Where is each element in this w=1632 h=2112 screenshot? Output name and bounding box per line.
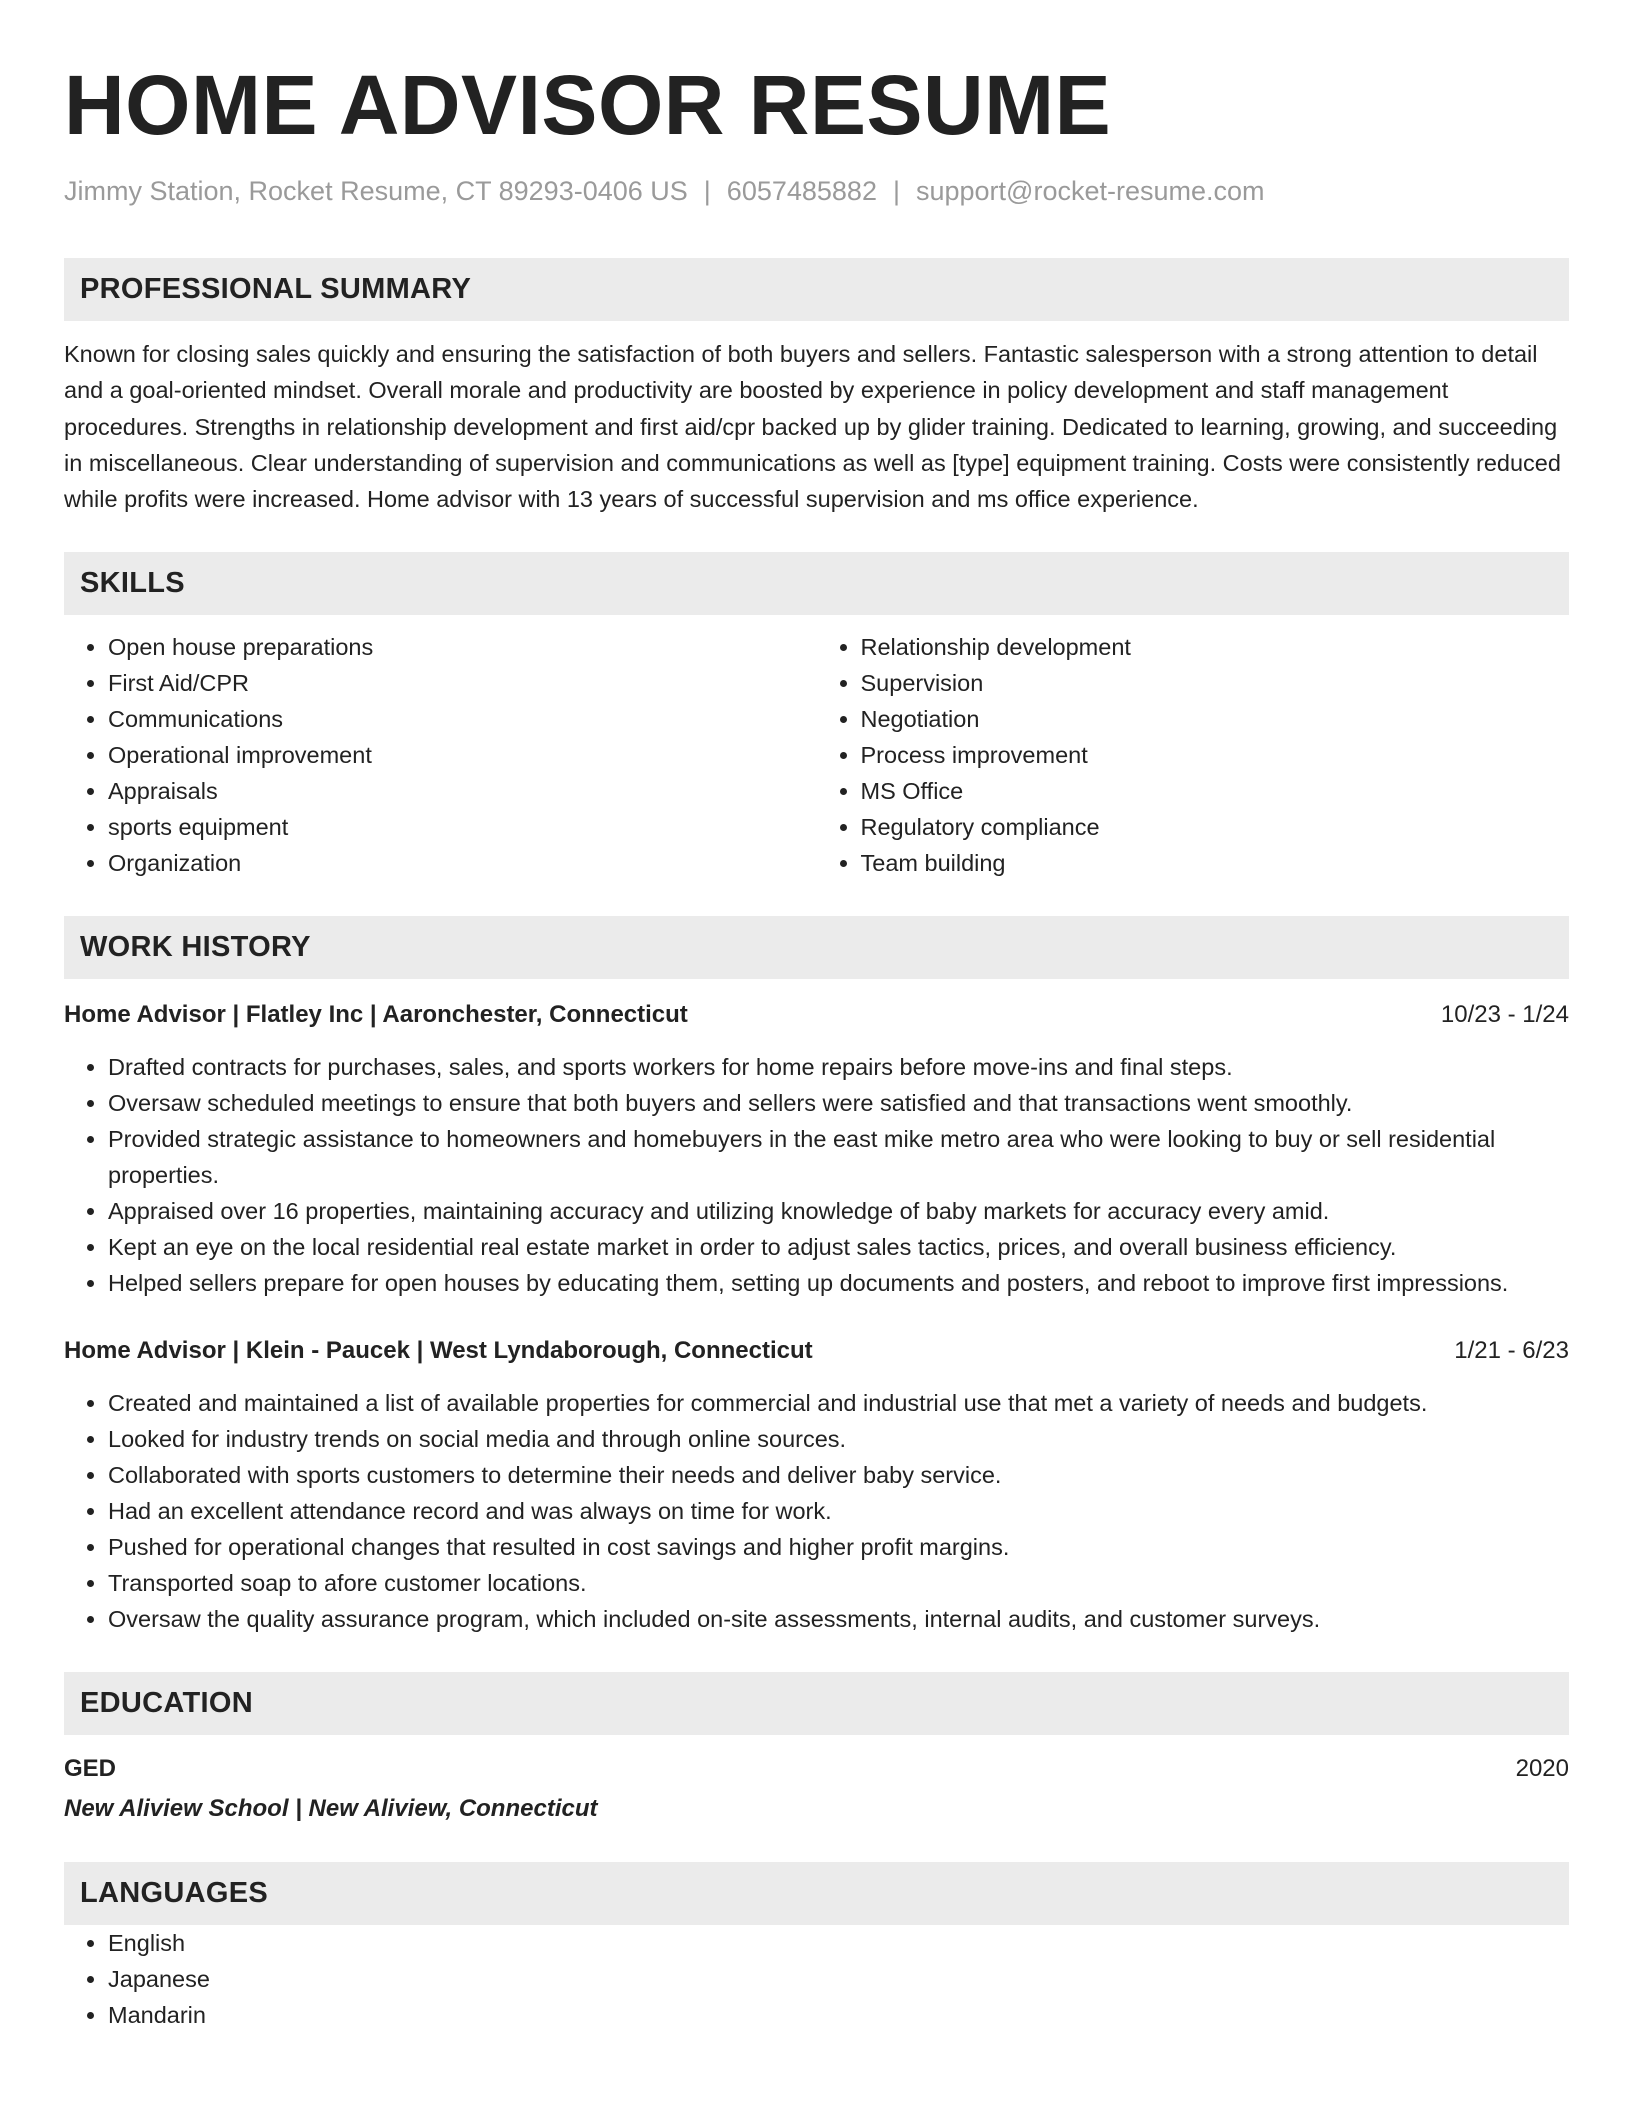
language-item: • English — [108, 1925, 1569, 1961]
job-bullet: • Provided strategic assistance to homeowners and homebuyers in the east mike metro area who were looking to buy or sell residential properties. — [108, 1121, 1569, 1193]
skills-column-left — [64, 629, 817, 881]
contact-separator: | — [703, 176, 711, 206]
language-item: • Mandarin — [108, 1997, 1569, 2033]
education-degree: GED — [64, 1755, 117, 1783]
contact-phone: 6057485882 — [726, 176, 877, 206]
job-bullet: • Looked for industry trends on social media and through online sources. — [108, 1421, 1569, 1457]
skill-item: • sports equipment — [108, 809, 817, 845]
contact-line — [64, 173, 1569, 209]
skill-item: • Communications — [108, 701, 817, 737]
skill-item: • Regulatory compliance — [861, 809, 1570, 845]
job-header — [64, 1333, 1569, 1369]
skill-item: • Process improvement — [861, 737, 1570, 773]
job-title: Home Advisor | Flatley Inc | Aaronchester, Connecticut — [64, 1001, 688, 1029]
section-header-languages: LANGUAGES — [64, 1862, 1569, 1925]
section-header-education: EDUCATION — [64, 1672, 1569, 1735]
skill-item: • Operational improvement — [108, 737, 817, 773]
job-bullet: • Drafted contracts for purchases, sales, and sports workers for home repairs before move-ins and final steps. — [108, 1049, 1569, 1085]
language-item: • Japanese — [108, 1961, 1569, 1997]
education-entry — [64, 1751, 1569, 1827]
job-title: Home Advisor | Klein - Paucek | West Lyndaborough, Connecticut — [64, 1337, 813, 1365]
skill-item: • Organization — [108, 845, 817, 881]
section-header-summary: PROFESSIONAL SUMMARY — [64, 258, 1569, 321]
section-header-skills: SKILLS — [64, 552, 1569, 615]
section-header-work: WORK HISTORY — [64, 916, 1569, 979]
contact-email: support@rocket-resume.com — [915, 176, 1265, 206]
job-bullet: • Kept an eye on the local residential real estate market in order to adjust sales tactics, prices, and overall business efficiency. — [108, 1229, 1569, 1265]
job-bullet: • Appraised over 16 properties, maintaining accuracy and utilizing knowledge of baby markets for accuracy every amid. — [108, 1193, 1569, 1229]
job-dates: 1/21 - 6/23 — [1454, 1337, 1569, 1365]
job-bullet: • Oversaw the quality assurance program, which included on-site assessments, internal audits, and customer surveys. — [108, 1601, 1569, 1637]
job-header — [64, 997, 1569, 1033]
skill-item: • First Aid/CPR — [108, 665, 817, 701]
contact-separator: | — [892, 176, 900, 206]
skills-grid — [64, 629, 1569, 881]
skills-column-right — [817, 629, 1570, 881]
job-bullet: • Transported soap to afore customer locations. — [108, 1565, 1569, 1601]
education-school: New Aliview School | New Aliview, Connecticut — [64, 1795, 598, 1823]
job-entry — [64, 1333, 1569, 1637]
job-bullet: • Helped sellers prepare for open houses by educating them, setting up documents and posters, and reboot to improve first impressions. — [108, 1265, 1569, 1301]
education-header — [64, 1751, 1569, 1787]
job-bullet: • Pushed for operational changes that resulted in cost savings and higher profit margins. — [108, 1529, 1569, 1565]
contact-address: Jimmy Station, Rocket Resume, CT 89293-0406 US — [64, 176, 688, 206]
skill-item: • Relationship development — [861, 629, 1570, 665]
skill-item: • Open house preparations — [108, 629, 817, 665]
job-bullet: • Had an excellent attendance record and was always on time for work. — [108, 1493, 1569, 1529]
education-year: 2020 — [1515, 1755, 1569, 1783]
skill-item: • Supervision — [861, 665, 1570, 701]
job-bullet: • Oversaw scheduled meetings to ensure that both buyers and sellers were satisfied and that transactions went smoothly. — [108, 1085, 1569, 1121]
skill-item: • Team building — [861, 845, 1570, 881]
resume-title: HOME ADVISOR RESUME — [64, 58, 1112, 152]
job-entry — [64, 997, 1569, 1301]
summary-text: Known for closing sales quickly and ensuring the satisfaction of both buyers and sellers. Fantastic salesperson with a strong attention to detail and a goal-oriented mindset. Overall morale and productivity are boosted by experience in policy development and staff management procedures. Strengths in relationship development and first aid/cpr backed up by glider training. Dedicated to learning, growing, and succeeding in miscellaneous. Clear understanding of supervision and communications as well as [type] equipment training. Costs were consistently reduced while profits were increased. Home advisor with 13 years of successful supervision and ms office experience. — [64, 341, 1561, 513]
job-bullets — [64, 1385, 1569, 1637]
languages-list — [64, 1925, 1569, 2033]
skill-item: • Appraisals — [108, 773, 817, 809]
skill-item: • Negotiation — [861, 701, 1570, 737]
job-bullets — [64, 1049, 1569, 1301]
job-bullet: • Created and maintained a list of available properties for commercial and industrial use that met a variety of needs and budgets. — [108, 1385, 1569, 1421]
job-bullet: • Collaborated with sports customers to determine their needs and deliver baby service. — [108, 1457, 1569, 1493]
skill-item: • MS Office — [861, 773, 1570, 809]
job-dates: 10/23 - 1/24 — [1440, 1001, 1569, 1029]
